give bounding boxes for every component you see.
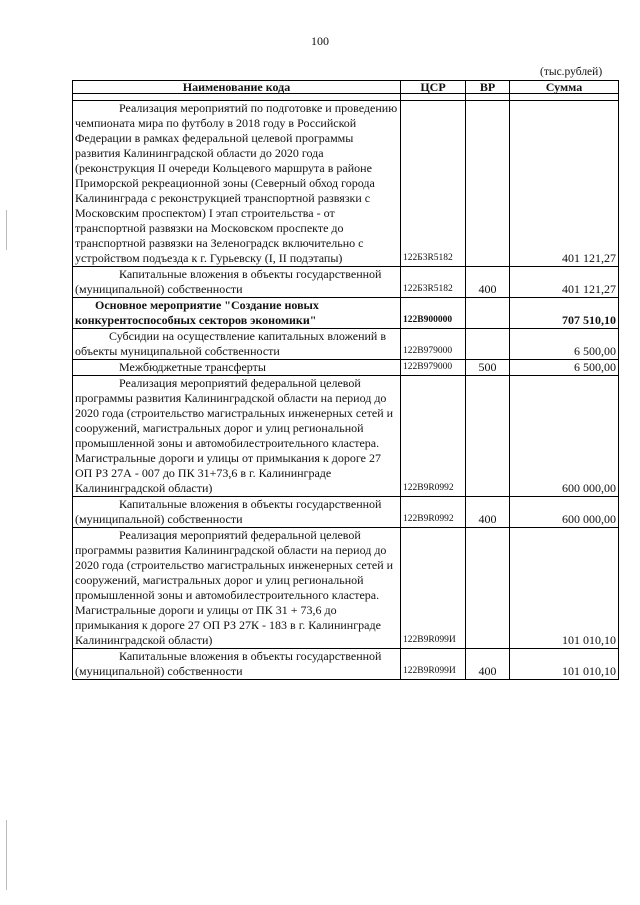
row-sum: 6 500,00 (510, 360, 619, 376)
budget-table (72, 80, 619, 680)
row-name: Реализация мероприятий по подготовке и проведению чемпионата мира по футболу в 2018 году в Российской Федерации в рамках федеральной целевой программы развития Калининградской области до 2020 года (реконструкция II очереди Кольцевого маршрута в районе Приморской рекреационной зоны (Северный обход города Калининграда с реконструкцией транспортной развязки с Московским проспектом) I этап строительства - от транспортной развязки на Московском проспекте до транспортной развязки на Зеленоградск включительно с устройством подъезда к г. Гурьевску (I, II подэтапы) (73, 101, 401, 267)
row-sum: 101 010,10 (510, 528, 619, 649)
page-number: 100 (311, 34, 329, 48)
row-vr (466, 329, 510, 360)
row-name: Основное мероприятие "Создание новых конкурентоспособных секторов экономики" (73, 298, 401, 329)
row-vr: 400 (466, 267, 510, 298)
row-name: Межбюджетные трансферты (73, 360, 401, 376)
table-header-row (73, 81, 619, 94)
row-sum: 707 510,10 (510, 298, 619, 329)
row-csr: 122B9R0992 (401, 376, 466, 497)
header-csr: ЦСР (401, 81, 466, 94)
row-vr: 400 (466, 649, 510, 680)
header-name: Наименование кода (73, 81, 401, 94)
table-row (73, 360, 619, 376)
row-vr (466, 101, 510, 267)
table-row-main-event (73, 298, 619, 329)
spacer-row (73, 94, 619, 101)
row-name: Реализация мероприятий федеральной целевой программы развития Калининградской области на период до 2020 года (строительство магистральных инженерных сетей и сооружений, магистральных дорог и улиц региональной промышленной зоны и автомобилестроительного кластера. Магистральные дороги и улицы от ПК 31 + 73,6 до примыкания к дороге 27 ОП РЗ 27К - 183 в г. Калининграде Калининградской области) (73, 528, 401, 649)
row-csr: 122B979000 (401, 329, 466, 360)
row-name: Капитальные вложения в объекты государственной (муниципальной) собственности (73, 267, 401, 298)
row-csr: 122B979000 (401, 360, 466, 376)
row-sum: 600 000,00 (510, 497, 619, 528)
row-sum: 401 121,27 (510, 267, 619, 298)
row-sum: 600 000,00 (510, 376, 619, 497)
row-sum: 101 010,10 (510, 649, 619, 680)
row-name: Реализация мероприятий федеральной целевой программы развития Калининградской области на период до 2020 года (строительство магистральных инженерных сетей и сооружений, магистральных дорог и улиц региональной промышленной зоны и автомобилестроительного кластера. Магистральные дороги и улицы от примыкания к дороге 27 ОП РЗ 27А - 007 до ПК 31+73,6 в г. Калининграде Калининградской области) (73, 376, 401, 497)
row-name: Субсидии на осуществление капитальных вложений в объекты муниципальной собственности (73, 329, 401, 360)
table-row (73, 101, 619, 267)
scan-edge-mark (6, 210, 7, 250)
row-csr: 122B900000 (401, 298, 466, 329)
header-vr: ВР (466, 81, 510, 94)
table-row (73, 329, 619, 360)
table-row (73, 376, 619, 497)
header-sum: Сумма (510, 81, 619, 94)
row-vr: 500 (466, 360, 510, 376)
row-sum: 401 121,27 (510, 101, 619, 267)
table-row (73, 528, 619, 649)
table-row (73, 649, 619, 680)
row-csr: 122B9R099И (401, 528, 466, 649)
table-row (73, 497, 619, 528)
units-label: (тыс.рублей) (540, 66, 603, 78)
row-csr: 122B9R099И (401, 649, 466, 680)
row-vr (466, 376, 510, 497)
row-vr: 400 (466, 497, 510, 528)
row-name: Капитальные вложения в объекты государственной (муниципальной) собственности (73, 497, 401, 528)
row-vr (466, 528, 510, 649)
row-vr (466, 298, 510, 329)
row-sum: 6 500,00 (510, 329, 619, 360)
table-row (73, 267, 619, 298)
scan-edge-mark (6, 820, 7, 890)
row-name: Капитальные вложения в объекты государственной (муниципальной) собственности (73, 649, 401, 680)
row-csr: 122B9R0992 (401, 497, 466, 528)
row-csr: 122Б3R5182 (401, 267, 466, 298)
row-csr: 122Б3R5182 (401, 101, 466, 267)
